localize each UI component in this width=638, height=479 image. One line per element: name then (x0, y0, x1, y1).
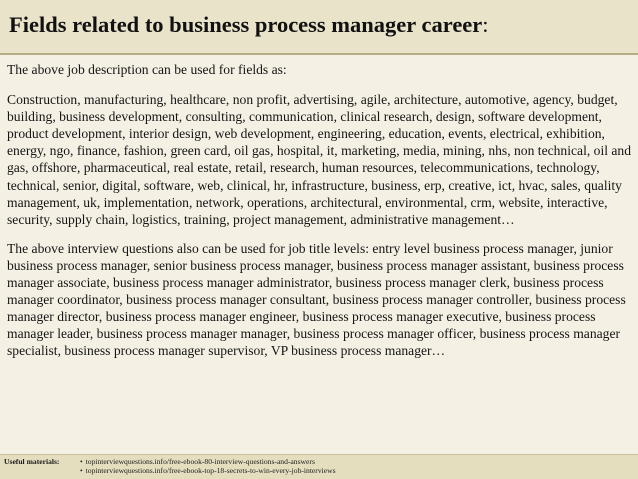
bullet-icon: • (80, 466, 83, 476)
bullet-icon: • (80, 457, 83, 466)
title-bar (0, 0, 638, 55)
slide-title-colon: : (482, 12, 489, 37)
footer-link-18-secrets[interactable] (80, 466, 336, 475)
footer-links (80, 457, 336, 476)
footer-link-text: topinterviewquestions.info/free-ebook-80-interview-questions-and-answers (85, 457, 315, 466)
intro-text: The above job description can be used for fields as: (7, 62, 287, 77)
job-levels-paragraph: The above interview questions also can be used for job title levels: entry level business process manager, junior business process manager, senior business process manager, business process manager assistant, business process manager associate, business process manager administrator, business process manager clerk, business process manager coordinator, business process manager consultant, business process manager controller, business process manager director, business process manager engineer, business process manager executive, business process manager leader, business process manager manager, business process manager officer, business process manager specialist, business process manager supervisor, VP business process manager… (7, 240, 626, 359)
fields-paragraph: Construction, manufacturing, healthcare, non profit, advertising, agile, architecture, automotive, agency, budget, building, business development, consulting, communication, clinical research, design, software development, product development, interior design, web development, engineering, education, events, electrical, exhibition, energy, ngo, finance, fashion, green card, oil gas, hospital, it, marketing, media, mining, nhs, non technical, oil and gas, offshore, pharmaceutical, real estate, retail, research, human resources, telecommunications, technology, technical, senior, digital, software, web, clinical, hr, infrastructure, business, erp, creative, ict, hvac, sales, quality management, uk, implementation, network, operations, architectural, environmental, crm, website, interactive, security, supply chain, logistics, training, project management, administrative management… (7, 92, 632, 227)
footer-link-text: topinterviewquestions.info/free-ebook-top-18-secrets-to-win-every-job-interviews (85, 466, 336, 476)
footer (0, 454, 638, 479)
slide-body (7, 61, 632, 360)
slide-title-text: Fields related to business process manager career (9, 12, 483, 37)
footer-label: Useful materials: (4, 457, 60, 466)
slide-title (9, 12, 489, 38)
footer-link-80-questions[interactable] (80, 457, 336, 466)
